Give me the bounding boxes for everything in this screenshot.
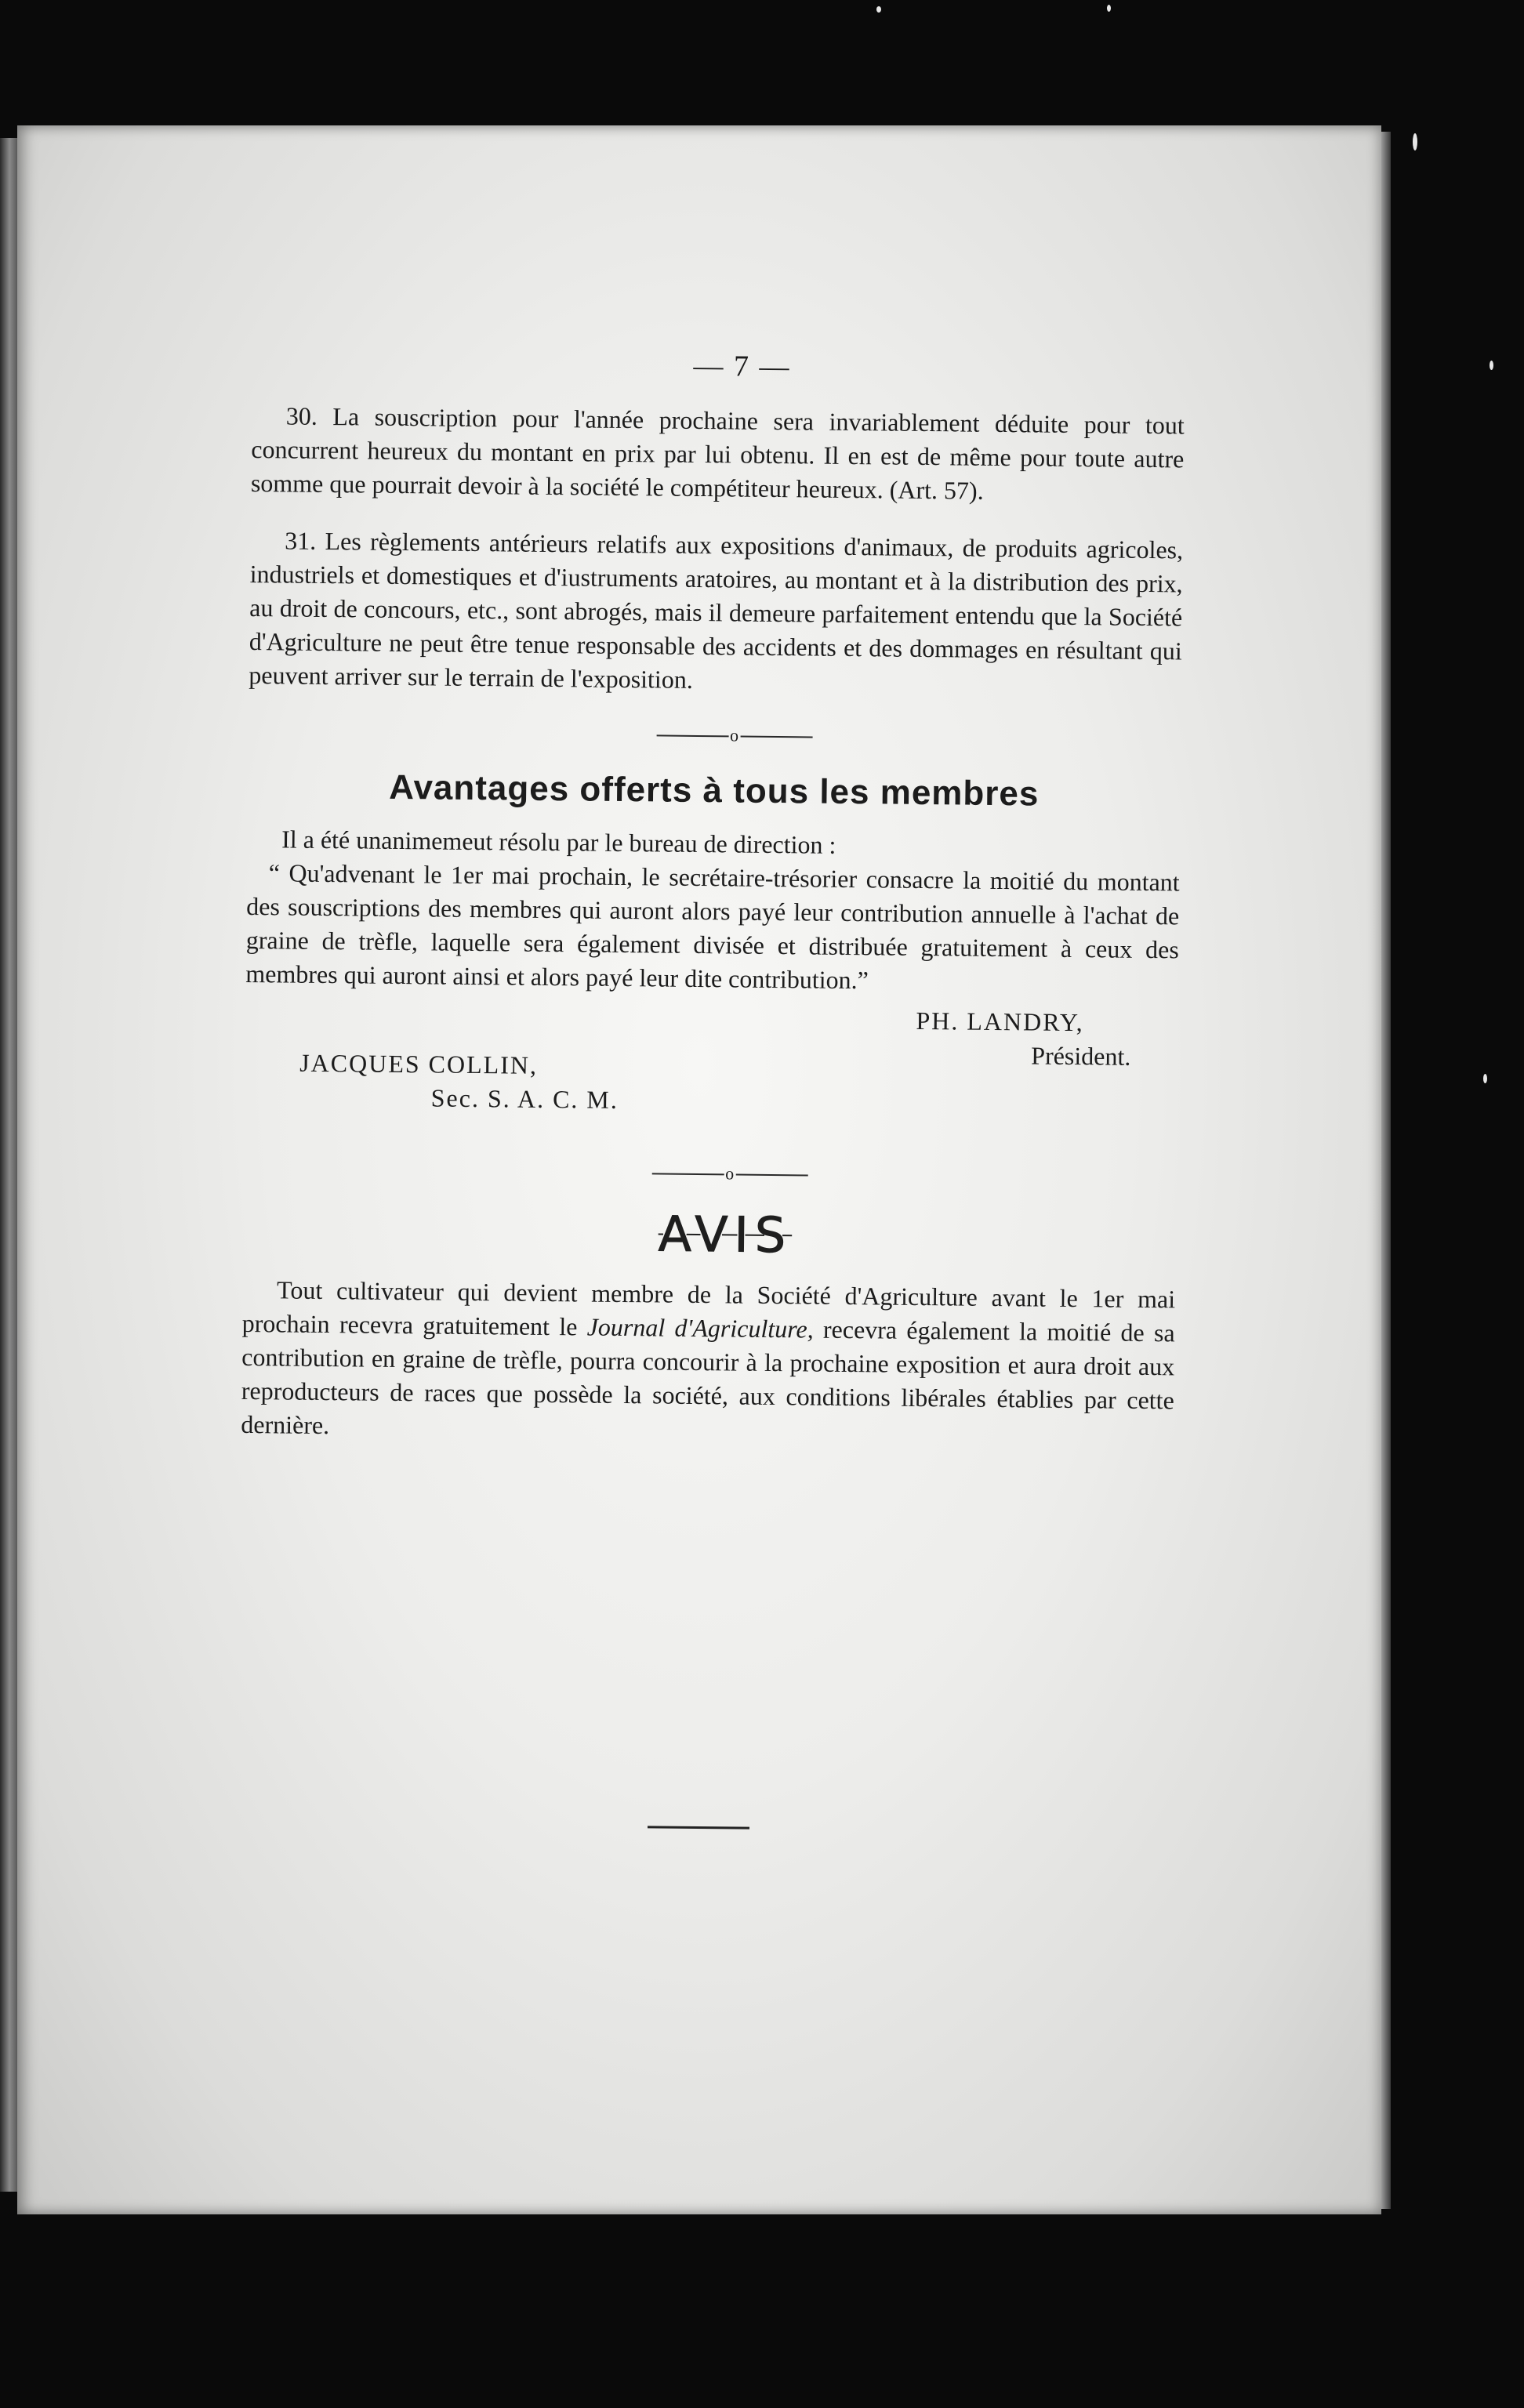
page-number: — 7 — xyxy=(693,349,791,384)
article-30: 30. La souscription pour l'année prochaine sera invariablement déduite pour tout concurrent heureux du montant en prix par lui obtenu. Il en est de même pour toute autre somme que pourrait devoir à la société le compétiteur heureux. (Art. 57). xyxy=(250,401,1185,505)
president-title: Président. xyxy=(1031,1041,1131,1071)
article-31: 31. Les règlements antérieurs relatifs aux expositions d'animaux, de produits agricoles, industriels et domestiques et d'iustruments aratoires, au montant et à la distribution des prix, au droit de concours, etc., sont abrogés, mais il demeure parfaitement entendu que la Société d'Agriculture ne peut être tenue responsable des accidents et des dommages en résultant qui peuvent arriver sur le terrain de l'exposition. xyxy=(249,526,1184,694)
secretary-signature xyxy=(299,1046,619,1117)
signature-block xyxy=(244,997,1178,1140)
separator-mark: o xyxy=(725,1163,735,1184)
avis-paragraph xyxy=(241,1273,1175,1451)
film-speck xyxy=(1490,361,1493,370)
separator-rule xyxy=(656,734,728,737)
journal-title: Journal d'Agriculture, xyxy=(586,1312,814,1344)
secretary-title: Sec. S. A. C. M. xyxy=(430,1083,619,1114)
president-name: PH. LANDRY, xyxy=(916,1006,1084,1037)
avis-heading: AVIS xyxy=(658,1205,793,1264)
separator-mark: o xyxy=(729,725,739,745)
resolution-quote: “ Qu'advenant le 1er mai prochain, le secrétaire-trésorier consacre la moitié du montant des souscriptions des membres qui auront alors payé leur contribution annuelle à l'achat de graine de trèfle, laquelle sera également divisée et distribuée gratuitement à ceux des membres qui auront ainsi et alors payé leur dite contribution.” xyxy=(245,858,1180,995)
resolution-intro: Il a été unanimemeut résolu par le bureau de direction : xyxy=(281,825,836,859)
adjacent-page-edge xyxy=(0,138,17,2192)
section-separator xyxy=(248,716,1181,756)
avantages-heading: Avantages offerts à tous les membres xyxy=(389,767,1040,814)
section-separator xyxy=(244,1154,1177,1195)
avis-text-after: recevra également la moitié de sa contribution en graine de trèfle, pourra concourir à la prochaine exposition et aura droit aux reproducteurs de races que possède la société, aux conditions libérales établies par cette dernière. xyxy=(241,1315,1175,1440)
secretary-name: JACQUES COLLIN, xyxy=(299,1048,539,1079)
separator-rule xyxy=(740,736,812,738)
film-speck xyxy=(1413,133,1417,150)
separator-rule xyxy=(651,1173,724,1175)
avis-text-before: Tout cultivateur qui devient membre de la Société d'Agriculture avant le 1er mai prochain recevra gratuitement le xyxy=(241,1275,1176,1341)
film-speck xyxy=(1483,1074,1487,1083)
separator-rule xyxy=(735,1174,807,1177)
film-speck xyxy=(1107,5,1111,12)
page-content xyxy=(241,329,1185,1451)
page-right-edge xyxy=(1381,132,1391,2209)
president-signature xyxy=(916,1004,1131,1074)
film-speck xyxy=(876,6,881,13)
